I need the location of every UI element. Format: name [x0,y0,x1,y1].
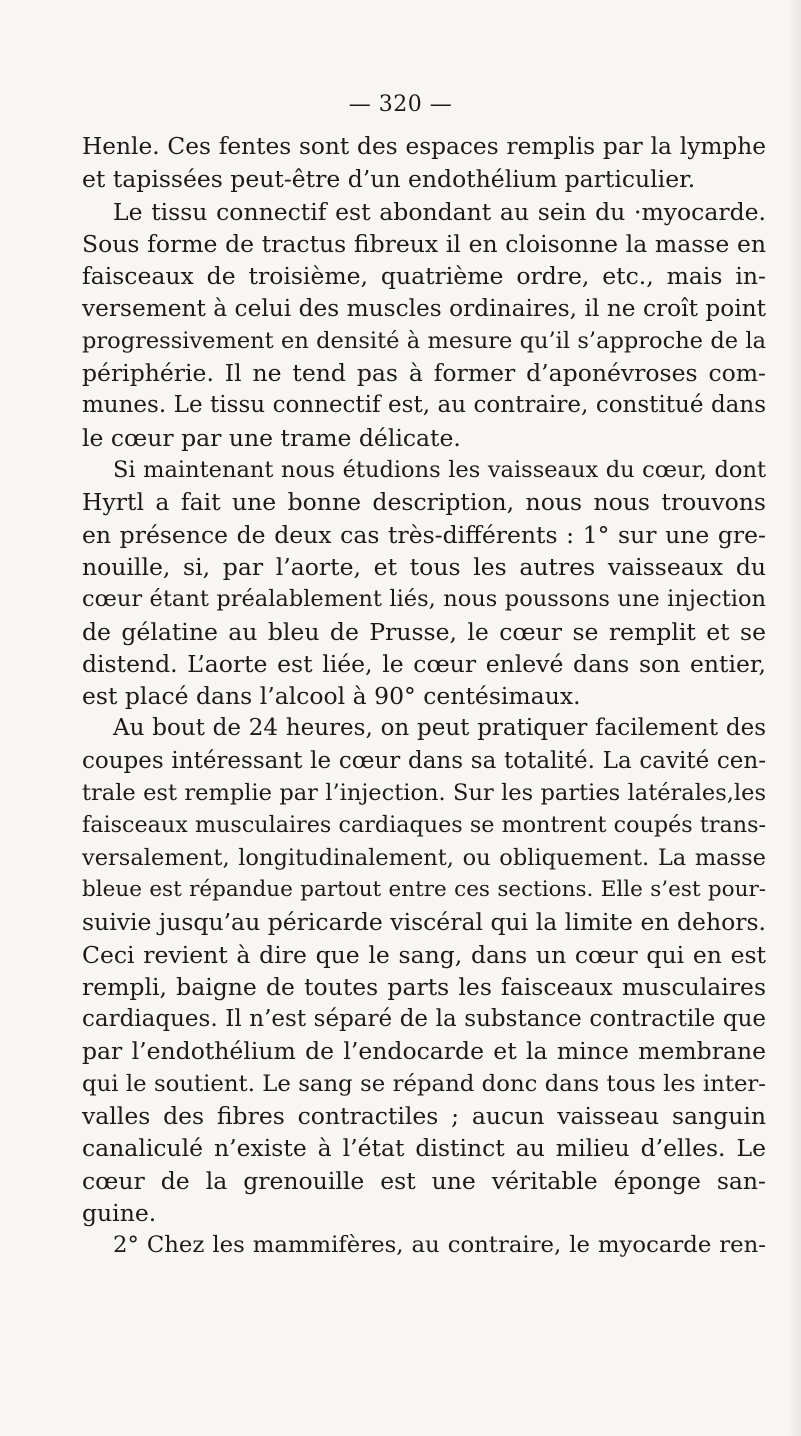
text-line: distend. L’aorte est liée, le cœur enlevé dans son entier, [82,649,766,678]
page-edge-shadow [787,0,801,1436]
text-line: cœur étant préalablement liés, nous poussons une injection [82,586,766,613]
text-line: rempli, baigne de toutes parts les faisceaux musculaires [82,972,766,1001]
text-line: suivie jusqu’au péricarde viscéral qui la limite en dehors. [82,908,766,937]
text-line: cardiaques. Il n’est séparé de la substance contractile que [82,1006,766,1033]
text-line: valles des fibres contractiles ; aucun vaisseau sanguin [82,1102,766,1130]
text-line: versement à celui des muscles ordinaires, il ne croît point [82,294,766,322]
text-line: de gélatine au bleu de Prusse, le cœur se remplit et se [82,617,766,646]
text-line: Sous forme de tractus fibreux il en cloisonne la masse en [82,229,766,258]
text-line: Si maintenant nous étudions les vaisseaux du cœur, dont [113,457,766,483]
text-line: faisceaux musculaires cardiaques se montrent coupés trans- [82,812,766,839]
text-line: 2° Chez les mammifères, au contraire, le myocarde ren- [113,1232,766,1259]
text-line: qui le soutient. Le sang se répand donc dans tous les inter- [82,1070,766,1097]
text-line: Hyrtl a fait une bonne description, nous nous trouvons [82,488,766,517]
text-line: munes. Le tissu connectif est, au contraire, constitué dans [82,392,766,419]
text-line: Au bout de 24 heures, on peut pratiquer facilement des [113,715,766,742]
text-line: trale est remplie par l’injection. Sur les parties latérales,les [82,780,766,806]
text-line: par l’endothélium de l’endocarde et la mince membrane [82,1037,766,1066]
text-line: progressivement en densité à mesure qu’il s’approche de la [82,327,766,354]
page-number: — 320 — [348,92,453,117]
text-line: Le tissu connectif est abondant au sein du ·myocarde. [113,197,766,226]
text-line: guine. [82,1198,157,1227]
text-line: Henle. Ces fentes sont des espaces remplis par la lymphe [82,133,766,160]
text-line: Ceci revient à dire que le sang, dans un cœur qui en est [82,940,766,969]
text-line: cœur de la grenouille est une véritable éponge san- [82,1166,766,1195]
text-line: canaliculé n’existe à l’état distinct au milieu d’elles. Le [82,1134,766,1163]
text-line: en présence de deux cas très-différents : 1° sur une gre- [82,520,766,549]
text-line: faisceaux de troisième, quatrième ordre, etc., mais in- [82,262,766,291]
text-line: coupes intéressant le cœur dans sa totalité. La cavité cen- [82,747,766,774]
text-line: nouille, si, par l’aorte, et tous les autres vaisseaux du [82,552,766,581]
text-line: et tapissées peut-être d’un endothélium particulier. [82,165,696,194]
text-line: bleue est répandue partout entre ces sections. Elle s’est pour- [82,876,766,902]
text-line: périphérie. Il ne tend pas à former d’aponévroses com- [82,359,766,388]
text-line: est placé dans l’alcool à 90° centésimaux. [82,682,581,711]
text-line: versalement, longitudinalement, ou obliquement. La masse [82,844,766,871]
text-line: le cœur par une trame délicate. [82,423,461,452]
